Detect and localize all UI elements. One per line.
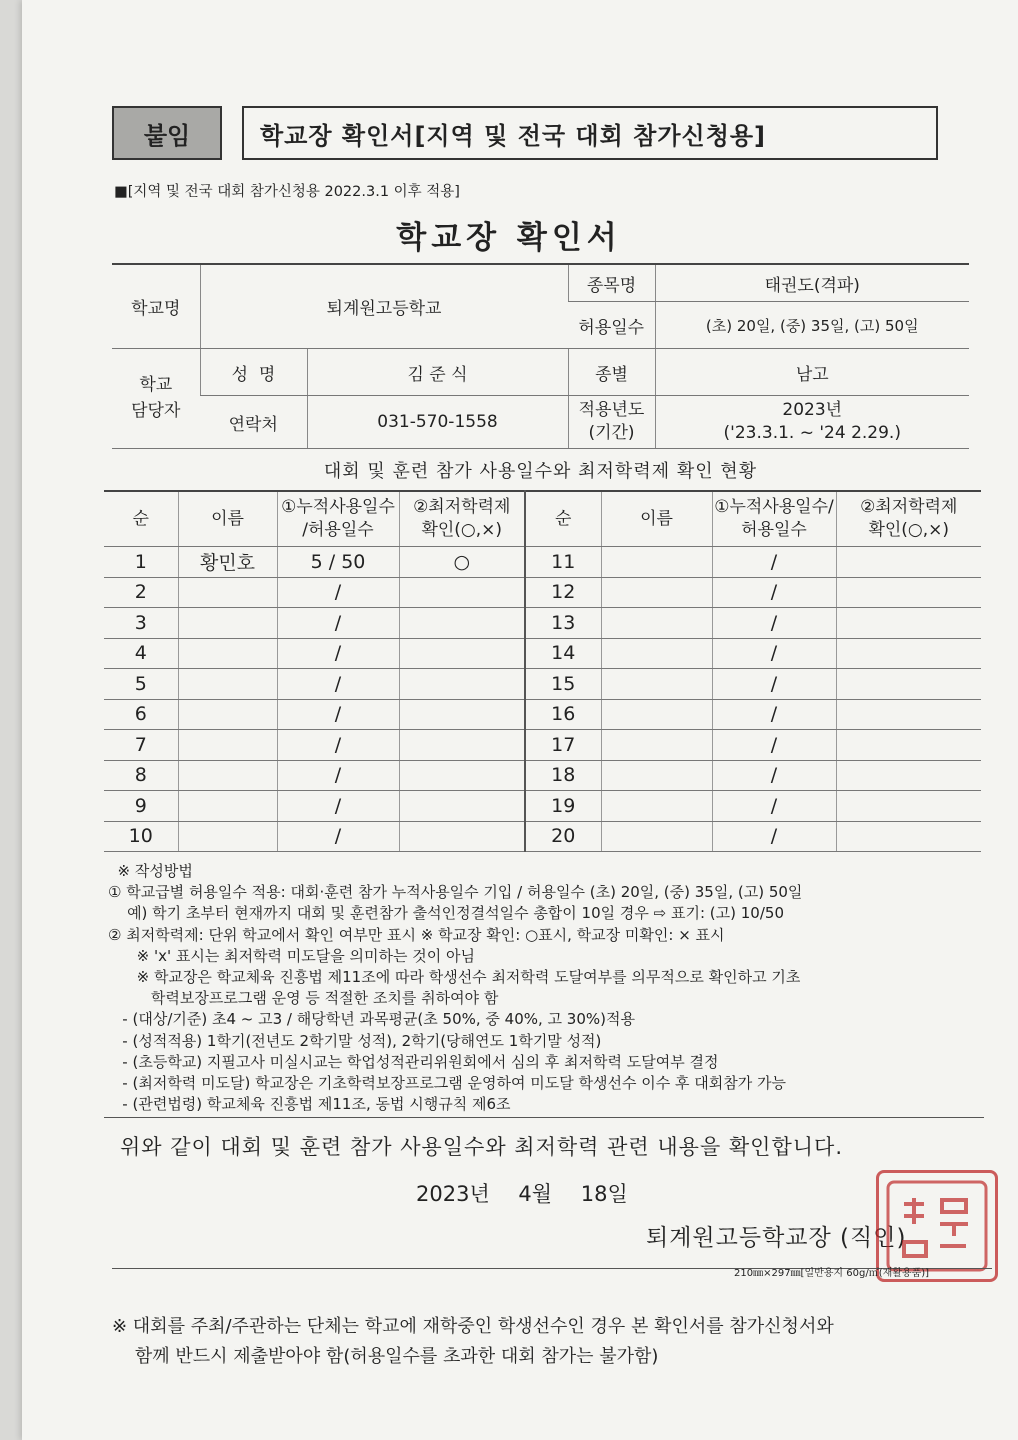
student-name-2 (601, 760, 712, 791)
allowed-days-label: 허용일수 (568, 302, 655, 349)
col-header-min: ②최저학력제 확인(○,×) (399, 491, 525, 547)
col-header-min-2: ②최저학력제 확인(○,×) (836, 491, 981, 547)
table-row (104, 699, 981, 730)
min-academic-check-2 (836, 791, 981, 822)
student-name (178, 608, 277, 639)
writing-method-notes (108, 861, 988, 1115)
col-header-name: 이름 (178, 491, 277, 547)
method-line: ※ 작성방법 (108, 862, 193, 880)
row-no: 7 (104, 730, 178, 761)
row-no-2: 14 (525, 638, 601, 669)
student-name-2 (601, 669, 712, 700)
row-no: 3 (104, 608, 178, 639)
student-name-2 (601, 547, 712, 578)
student-name-2 (601, 638, 712, 669)
row-no: 1 (104, 547, 178, 578)
contact-value: 031-570-1558 (307, 396, 568, 449)
year-value: 2023년 (782, 400, 843, 421)
row-no: 6 (104, 699, 178, 730)
student-name-2 (601, 699, 712, 730)
table-row (104, 821, 981, 852)
paper-size-note: 210㎜×297㎜[일반용지 60g/㎡(재활용품)] (734, 1268, 930, 1279)
method-line: - (성적적용) 1학기(전년도 2학기말 성적), 2학기(당해연도 1학기말 성적) (108, 1031, 602, 1050)
student-name (178, 730, 277, 761)
seal-icon (882, 1176, 992, 1276)
table-row (104, 577, 981, 608)
method-line: - (관련법령) 학교체육 진흥법 제11조, 동법 시행규칙 제6조 (108, 1095, 511, 1114)
used-days: / (277, 669, 399, 700)
category-value: 남고 (655, 349, 969, 396)
used-days: / (277, 760, 399, 791)
table-row (104, 760, 981, 791)
row-no: 9 (104, 791, 178, 822)
row-no: 2 (104, 577, 178, 608)
table-row (104, 791, 981, 822)
page-title: 학교장 확인서 (396, 220, 622, 256)
document-header-title: 학교장 확인서[지역 및 전국 대회 참가신청용] (242, 106, 938, 160)
used-days: / (277, 791, 399, 822)
col-header-no: 순 (104, 491, 178, 547)
attachment-tag: 붙임 (112, 106, 222, 160)
min-academic-check-2 (836, 730, 981, 761)
min-academic-check-2 (836, 547, 981, 578)
applicability-note: ■[지역 및 전국 대회 참가신청용 2022.3.1 이후 적용] (114, 184, 460, 200)
method-line: 학력보장프로그램 운영 등 적절한 조치를 취하여야 함 (108, 989, 499, 1008)
table-row (104, 608, 981, 639)
min-academic-check (399, 821, 525, 852)
row-no-2: 18 (525, 760, 601, 791)
method-line: 예) 학기 초부터 현재까지 대회 및 훈련참가 출석인정결석일수 총합이 10일 경우 ⇨ 표기: (고) 10/50 (108, 904, 784, 923)
divider (104, 1117, 984, 1118)
student-name (178, 791, 277, 822)
min-academic-check (399, 791, 525, 822)
student-name (178, 638, 277, 669)
table-row (104, 547, 981, 578)
row-no-2: 11 (525, 547, 601, 578)
method-line: - (초등학교) 지필고사 미실시교는 학업성적관리위원회에서 심의 후 최저학력 도달여부 결정 (108, 1052, 719, 1071)
table-row (104, 638, 981, 669)
used-days-2: / (712, 577, 836, 608)
col-header-name-2: 이름 (601, 491, 712, 547)
table-row (104, 730, 981, 761)
used-days: / (277, 577, 399, 608)
min-academic-check (399, 760, 525, 791)
used-days-2: / (712, 608, 836, 639)
category-label: 종별 (568, 349, 655, 396)
used-days-2: / (712, 791, 836, 822)
student-name (178, 760, 277, 791)
method-line: ① 학교급별 허용일수 적용: 대회·훈련 참가 누적사용일수 기입 / 허용일수 (초) 20일, (중) 35일, (고) 50일 (108, 883, 803, 902)
min-academic-check (399, 699, 525, 730)
used-days: / (277, 608, 399, 639)
student-name (178, 821, 277, 852)
min-academic-check-2 (836, 821, 981, 852)
row-no-2: 13 (525, 608, 601, 639)
used-days-2: / (712, 669, 836, 700)
row-no: 4 (104, 638, 178, 669)
min-academic-check-2 (836, 760, 981, 791)
used-days-2: / (712, 760, 836, 791)
min-academic-check (399, 577, 525, 608)
row-no-2: 16 (525, 699, 601, 730)
issue-date: 2023년 4월 18일 (416, 1182, 628, 1206)
row-no-2: 20 (525, 821, 601, 852)
row-no-2: 12 (525, 577, 601, 608)
notice-line: 함께 반드시 제출받아야 함(허용일수를 초과한 대회 참가는 불가함) (112, 1346, 659, 1367)
min-academic-check-2 (836, 608, 981, 639)
used-days: 5 / 50 (277, 547, 399, 578)
event-value: 태권도(격파) (655, 264, 969, 302)
method-line: ※ 'x' 표시는 최저학력 미도달을 의미하는 것이 아님 (108, 946, 475, 965)
used-days: / (277, 699, 399, 730)
student-name-2 (601, 608, 712, 639)
confirmation-statement: 위와 같이 대회 및 훈련 참가 사용일수와 최저학력 관련 내용을 확인합니다. (120, 1135, 844, 1159)
row-no-2: 17 (525, 730, 601, 761)
contact-label: 연락처 (200, 396, 307, 449)
method-line: - (최저학력 미도달) 학교장은 기초학력보장프로그램 운영하여 미도달 학생선수 이수 후 대회참가 가능 (108, 1074, 786, 1093)
used-days-2: / (712, 638, 836, 669)
school-name-value: 퇴계원고등학교 (200, 264, 568, 349)
used-days-2: / (712, 821, 836, 852)
row-no: 8 (104, 760, 178, 791)
year-label: 적용년도 (기간) (568, 396, 655, 449)
school-name-label: 학교명 (112, 264, 200, 349)
allowed-days-value: (초) 20일, (중) 35일, (고) 50일 (655, 302, 969, 349)
min-academic-check (399, 669, 525, 700)
min-academic-check-2 (836, 669, 981, 700)
min-academic-check-2 (836, 638, 981, 669)
student-name-2 (601, 730, 712, 761)
notice-line: ※ 대회를 주최/주관하는 단체는 학교에 재학중인 학생선수인 경우 본 확인서를 참가신청서와 (112, 1316, 834, 1337)
manager-name-label: 성 명 (200, 349, 307, 396)
school-info-table (112, 263, 969, 449)
row-no-2: 15 (525, 669, 601, 700)
min-academic-check (399, 730, 525, 761)
student-name-2 (601, 791, 712, 822)
student-name-2 (601, 577, 712, 608)
min-academic-check (399, 608, 525, 639)
row-no: 10 (104, 821, 178, 852)
method-line: ② 최저학력제: 단위 학교에서 확인 여부만 표시 ※ 학교장 확인: ○표시, 학교장 미확인: × 표시 (108, 925, 725, 944)
min-academic-check-2 (836, 699, 981, 730)
student-name (178, 669, 277, 700)
min-academic-check: ○ (399, 547, 525, 578)
used-days: / (277, 821, 399, 852)
student-name: 황민호 (178, 547, 277, 578)
used-days-2: / (712, 699, 836, 730)
manager-name-value: 김 준 식 (307, 349, 568, 396)
col-header-days-2: ①누적사용일수/ 허용일수 (712, 491, 836, 547)
submission-notice (112, 1312, 992, 1372)
student-name-2 (601, 821, 712, 852)
usage-section-title: 대회 및 훈련 참가 사용일수와 최저학력제 확인 현황 (323, 461, 758, 482)
student-name (178, 699, 277, 730)
col-header-no-2: 순 (525, 491, 601, 547)
table-row (104, 669, 981, 700)
student-name (178, 577, 277, 608)
min-academic-check (399, 638, 525, 669)
year-period: ('23.3.1. ~ '24 2.29.) (723, 423, 901, 443)
year-cell (655, 396, 969, 449)
col-header-days: ①누적사용일수 /허용일수 (277, 491, 399, 547)
used-days-2: / (712, 730, 836, 761)
principal-signature: 퇴계원고등학교장 (직인) (646, 1225, 907, 1251)
used-days-2: / (712, 547, 836, 578)
event-label: 종목명 (568, 264, 655, 302)
method-line: ※ 학교장은 학교체육 진흥법 제11조에 따라 학생선수 최저학력 도달여부를 의무적으로 확인하고 기초 (108, 968, 801, 987)
used-days: / (277, 730, 399, 761)
usage-table (104, 490, 981, 852)
row-no: 5 (104, 669, 178, 700)
manager-label: 학교 담당자 (112, 349, 200, 449)
method-line: - (대상/기준) 초4 ~ 고3 / 해당학년 과목평균(초 50%, 중 40%, 고 30%)적용 (108, 1010, 635, 1029)
min-academic-check-2 (836, 577, 981, 608)
row-no-2: 19 (525, 791, 601, 822)
used-days: / (277, 638, 399, 669)
